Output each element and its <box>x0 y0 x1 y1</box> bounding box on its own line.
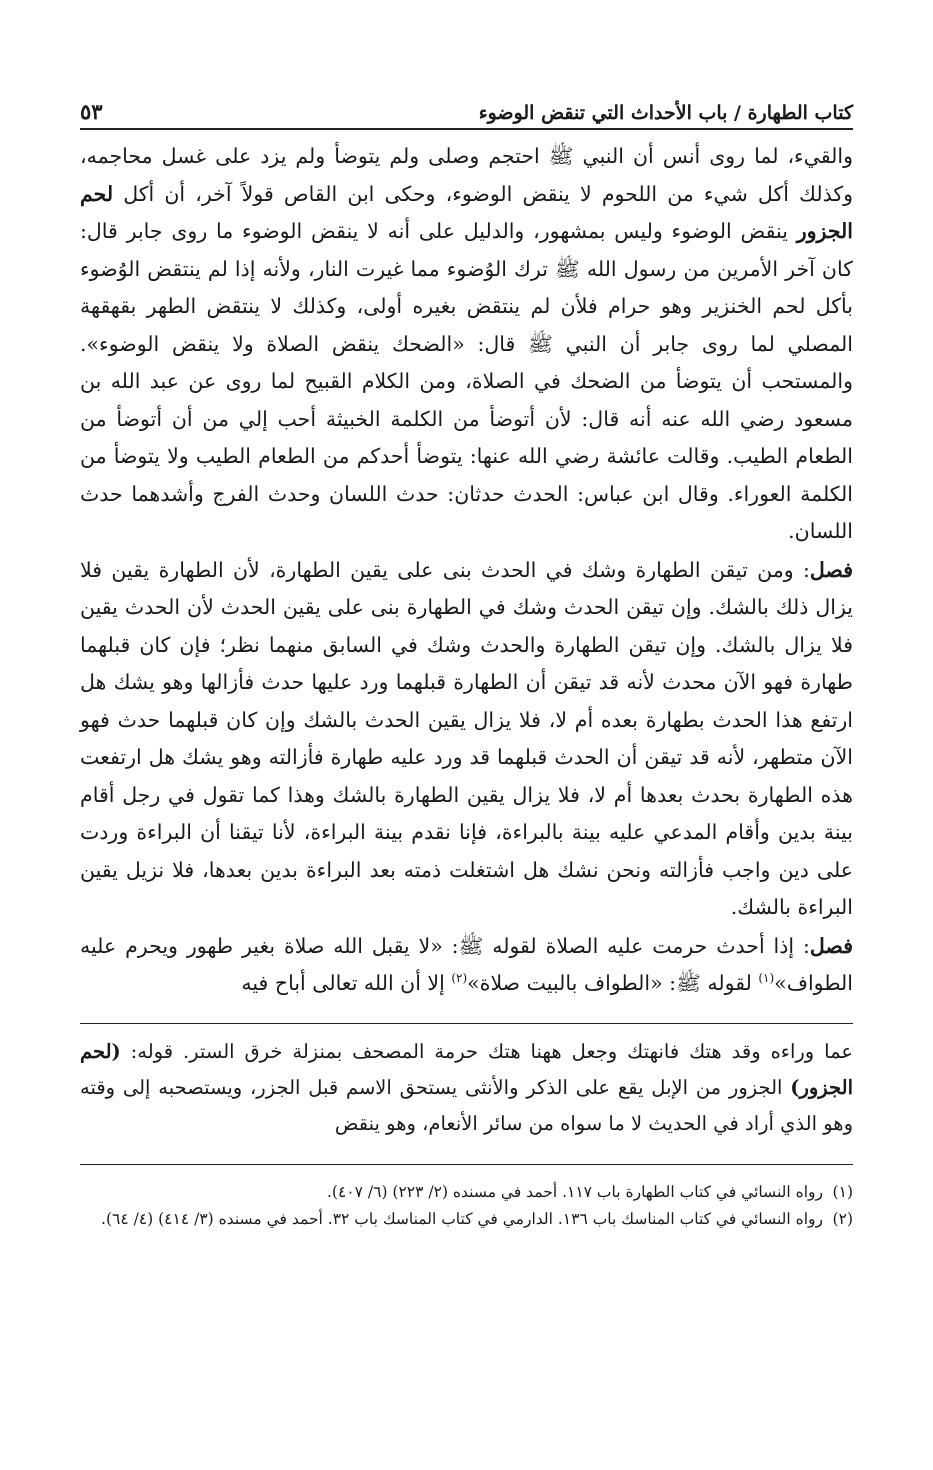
footnotes <box>80 1179 853 1233</box>
section-label: فصل <box>809 933 853 958</box>
paragraph-3-text-c: إلا أن الله تعالى أباح فيه <box>241 971 452 995</box>
footnote-number: (١) <box>832 1182 853 1201</box>
header-rule <box>80 128 853 130</box>
footnotes-divider <box>80 1164 853 1165</box>
book-page <box>80 88 853 1233</box>
footnote-text: رواه النسائي في كتاب المناسك باب ١٣٦. الدارمي في كتاب المناسك باب ٣٢. أحمد في مسنده (٣/ ٤١٤) (٤/ ٦٤). <box>101 1209 823 1228</box>
section-label: فصل <box>809 557 853 582</box>
paragraph-1-text-a: والقيء، لما روى أنس أن النبي ﷺ احتجم وصلى ولم يتوضأ ولم يزد على غسل محاجمه، وكذلك أكل شيء من اللحوم لا ينقض الوضوء، وحكى ابن القاص قولاً آخر، أن أكل <box>80 144 853 206</box>
keyword-lahm-al-jazur: لحم الجزور <box>80 181 853 243</box>
commentary-keyword: (لحم الجزور) <box>80 1039 853 1099</box>
footnote-ref-2: (٢) <box>451 971 468 986</box>
paragraph-3 <box>80 928 853 1003</box>
commentary-paragraph <box>80 1034 853 1142</box>
commentary-section <box>80 1034 853 1142</box>
paragraph-3-text-a: : إذا أحدث حرمت عليه الصلاة لقوله ﷺ: «لا يقبل الله صلاة بغير طهور ويحرم عليه الطواف» <box>80 933 853 995</box>
footnote-text: رواه النسائي في كتاب الطهارة باب ١١٧. أحمد في مسنده (٢/ ٢٢٣) (٦/ ٤٠٧). <box>327 1182 823 1201</box>
paragraph-2-text: : ومن تيقن الطهارة وشك في الحدث بنى على يقين الطهارة، لأن الطهارة يقين فلا يزال ذلك بالشك. وإن تيقن الحدث وشك في الطهارة بنى على يقين الحدث لأن الحدث يقين فلا يزال بالشك. وإن تيقن الطهارة والحدث وشك في السابق منهما نظر؛ فإن كان قبلهما طهارة فهو الآن محدث لأنه قد تيقن أن الطهارة قبلهما ورد عليها حدث فأزالها وهو يشك هل ارتفع هذا الحدث بطهارة بعده أم لا، فلا يزال يقين الحدث بالشك وإن كان قبلهما حدث فهو الآن متطهر، لأنه قد تيقن أن الحدث قبلهما قد ورد عليه طهارة فأزالته وهو يشك هل ارتفعت هذه الطهارة بحدث بعدها أم لا، فلا يزال يقين الطهارة بالشك وهذا كما تقول في رجل أقام بينة بدين وأقام المدعي عليه بينة بالبراءة، فإنا نقدم بينة البراءة، لأنا تيقنا أن البراءة وردت على دين واجب فأزالته ونحن نشك هل اشتغلت ذمته بعد البراءة بدين بعدها، فلا نزيل يقين البراءة بالشك. <box>80 557 853 919</box>
page-number: ٥٣ <box>80 99 103 124</box>
commentary-text-a: عما وراءه وقد هتك فانهتك وجعل ههنا هتك حرمة المصحف بمنزلة خرق الستر. قوله: <box>120 1039 853 1063</box>
commentary-divider <box>80 1023 853 1024</box>
commentary-text-b: الجزور من الإبل يقع على الذكر والأنثى يستحق الاسم قبل الجزر، ويستصحبه إلى وقته وهو الذي أراد في الحديث لا ما سواه من سائر الأنعام، وهو ينقض <box>80 1075 853 1135</box>
header-title: كتاب الطهارة / باب الأحداث التي تنقض الوضوء <box>478 102 853 124</box>
footnote-2 <box>80 1206 853 1233</box>
footnote-ref-1: (١) <box>758 971 775 986</box>
paragraph-3-text-b: لقوله ﷺ: «الطواف بالبيت صلاة» <box>467 971 759 995</box>
footnote-1 <box>80 1179 853 1206</box>
paragraph-2 <box>80 552 853 927</box>
paragraph-1 <box>80 138 853 551</box>
running-header <box>80 88 853 124</box>
paragraph-1-text-b: ينقض الوضوء وليس بمشهور، والدليل على أنه لا ينقض الوضوء ما روى جابر قال: كان آخر الأمرين من رسول الله ﷺ ترك الوُضوء مما غيرت النار، ولأنه إذا لم ينتقض الوُضوء بأكل لحم الخنزير وهو حرام فلأن لم ينتقض بغيره أولى، وكذلك لا ينتقض الطهر بقهقهة المصلي لما روى جابر أن النبي ﷺ قال: «الضحك ينقض الصلاة ولا ينقض الوضوء». والمستحب أن يتوضأ من الضحك في الصلاة، ومن الكلام القبيح لما روى عن عبد الله بن مسعود رضي الله عنه أنه قال: لأن أتوضأ من الكلمة الخبيثة أحب إلي من أن أتوضأ من الطعام الطيب. وقالت عائشة رضي الله عنها: يتوضأ أحدكم من الطعام الطيب ولا يتوضأ من الكلمة العوراء. وقال ابن عباس: الحدث حدثان: حدث اللسان وحدث الفرج وأشدهما حدث اللسان. <box>80 219 853 543</box>
main-text <box>80 138 853 1003</box>
footnote-number: (٢) <box>832 1209 853 1228</box>
